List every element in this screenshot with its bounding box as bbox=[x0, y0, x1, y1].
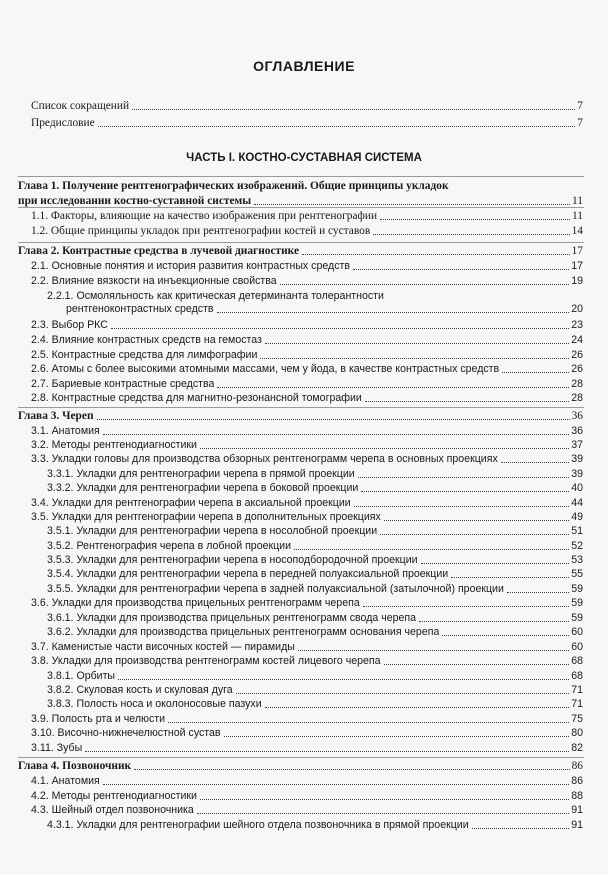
toc-entry[interactable]: 2.5. Контрастные средства для лимфографии 26 bbox=[31, 349, 583, 361]
toc-entry[interactable]: 3.6.2. Укладки для производства прицельных рентгенограмм основания черепа 60 bbox=[47, 626, 583, 638]
chapter-heading[interactable]: Глава 2. Контрастные средства в лучевой диагностике 17 bbox=[18, 245, 583, 257]
toc-entry[interactable]: 3.7. Каменистые части височных костей — пирамиды 60 bbox=[31, 641, 583, 653]
toc-entry[interactable]: 3.1. Анатомия 36 bbox=[31, 425, 583, 437]
toc-entry[interactable]: 3.9. Полость рта и челюсти 75 bbox=[31, 713, 583, 725]
toc-entry[interactable]: Предисловие 7 bbox=[31, 117, 583, 129]
toc-entry[interactable]: 4.1. Анатомия 86 bbox=[31, 775, 583, 787]
divider bbox=[18, 407, 584, 408]
chapter-heading[interactable]: Глава 1. Получение рентгенографических изображений. Общие принципы укладок bbox=[18, 180, 449, 192]
toc-entry[interactable]: 3.6.1. Укладки для производства прицельных рентгенограмм свода черепа 59 bbox=[47, 612, 583, 624]
toc-entry[interactable]: 3.8.3. Полость носа и околоносовые пазухи 71 bbox=[47, 698, 583, 710]
toc-entry[interactable]: 2.3. Выбор РКС 23 bbox=[31, 319, 583, 331]
toc-entry[interactable]: Список сокращений 7 bbox=[31, 100, 583, 112]
toc-entry[interactable]: 1.2. Общие принципы укладок при рентгенографии костей и суставов 14 bbox=[31, 225, 583, 237]
toc-entry[interactable]: 4.2. Методы рентгенодиагностики 88 bbox=[31, 790, 583, 802]
toc-entry[interactable]: 3.5.4. Укладки для рентгенографии черепа в передней полуаксиальной проекции 55 bbox=[47, 568, 583, 580]
toc-entry[interactable]: 2.7. Бариевые контрастные средства 28 bbox=[31, 378, 583, 390]
toc-entry[interactable]: 3.5.1. Укладки для рентгенографии черепа в носолобной проекции 51 bbox=[47, 525, 583, 537]
toc-entry[interactable]: 3.5.2. Рентгенография черепа в лобной проекции 52 bbox=[47, 540, 583, 552]
toc-entry[interactable]: 2.1. Основные понятия и история развития контрастных средств 17 bbox=[31, 260, 583, 272]
toc-entry[interactable]: 2.8. Контрастные средства для магнитно-резонансной томографии 28 bbox=[31, 392, 583, 404]
toc-entry[interactable]: 2.6. Атомы с более высокими атомными массами, чем у йода, в качестве контрастных средств 26 bbox=[31, 363, 583, 375]
toc-entry[interactable]: 3.11. Зубы 82 bbox=[31, 742, 583, 754]
toc-entry[interactable]: 3.6. Укладки для производства прицельных рентгенограмм черепа 59 bbox=[31, 597, 583, 609]
chapter-heading-line2[interactable]: при исследовании костно-суставной системы 11 bbox=[18, 195, 583, 207]
divider bbox=[18, 757, 584, 758]
chapter-heading[interactable]: Глава 4. Позвоночник 86 bbox=[18, 760, 583, 772]
page-title: ОГЛАВЛЕНИЕ bbox=[253, 58, 355, 74]
toc-entry[interactable]: 3.8. Укладки для производства рентгенограмм костей лицевого черепа 68 bbox=[31, 655, 583, 667]
toc-entry[interactable]: 3.10. Височно-нижнечелюстной сустав 80 bbox=[31, 727, 583, 739]
toc-entry[interactable]: 3.8.2. Скуловая кость и скуловая дуга 71 bbox=[47, 684, 583, 696]
chapter-heading[interactable]: Глава 3. Череп 36 bbox=[18, 410, 583, 422]
divider bbox=[18, 176, 584, 177]
toc-entry[interactable]: 3.3.1. Укладки для рентгенографии черепа в прямой проекции 39 bbox=[47, 468, 583, 480]
toc-entry[interactable]: 2.4. Влияние контрастных средств на гемостаз 24 bbox=[31, 334, 583, 346]
toc-entry[interactable]: 4.3. Шейный отдел позвоночника 91 bbox=[31, 804, 583, 816]
toc-entry[interactable]: 3.2. Методы рентгенодиагностики 37 bbox=[31, 439, 583, 451]
divider bbox=[18, 207, 584, 208]
toc-entry[interactable]: 3.4. Укладки для рентгенографии черепа в аксиальной проекции 44 bbox=[31, 497, 583, 509]
part-title: ЧАСТЬ I. КОСТНО-СУСТАВНАЯ СИСТЕМА bbox=[186, 152, 422, 164]
toc-entry[interactable]: 3.8.1. Орбиты 68 bbox=[47, 670, 583, 682]
toc-entry[interactable]: 3.3. Укладки головы для производства обзорных рентгенограмм черепа в основных проекциях 39 bbox=[31, 453, 583, 465]
toc-entry[interactable]: 3.5.5. Укладки для рентгенографии черепа в задней полуаксиальной (затылочной) проекции 59 bbox=[47, 583, 583, 595]
toc-entry[interactable]: 1.1. Факторы, влияющие на качество изображения при рентгенографии 11 bbox=[31, 210, 583, 222]
toc-entry[interactable]: 3.3.2. Укладки для рентгенографии черепа в боковой проекции 40 bbox=[47, 482, 583, 494]
toc-entry[interactable]: 3.5. Укладки для рентгенографии черепа в дополнительных проекциях 49 bbox=[31, 511, 583, 523]
toc-entry[interactable]: 4.3.1. Укладки для рентгенографии шейного отдела позвоночника в прямой проекции 91 bbox=[47, 819, 583, 831]
toc-entry-line1[interactable]: 2.2.1. Осмоляльность как критическая детерминанта толерантности bbox=[47, 290, 384, 302]
toc-entry[interactable]: 2.2. Влияние вязкости на инъекционные свойства 19 bbox=[31, 275, 583, 287]
toc-entry[interactable]: рентгеноконтрастных средств 20 bbox=[66, 303, 583, 315]
divider bbox=[18, 242, 584, 243]
toc-entry[interactable]: 3.5.3. Укладки для рентгенографии черепа в носоподбородочной проекции 53 bbox=[47, 554, 583, 566]
